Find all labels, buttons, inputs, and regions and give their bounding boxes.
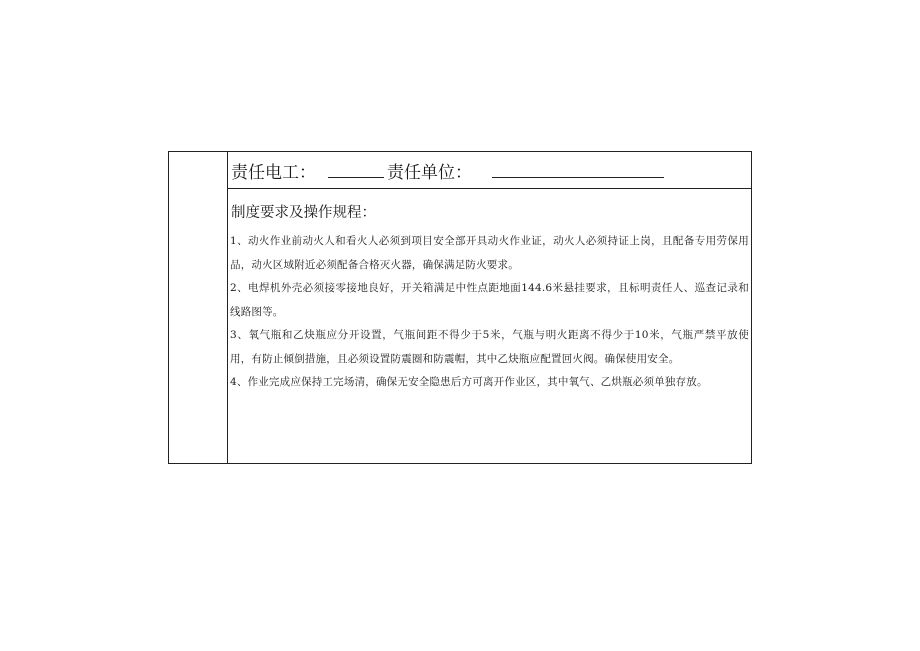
left-label-column xyxy=(169,152,228,463)
unit-label: 责任单位： xyxy=(387,162,472,183)
regulation-table xyxy=(168,151,752,464)
responsibility-row xyxy=(228,152,751,189)
rule-item-2: 2、电焊机外壳必须接零接地良好，开关箱满足中性点距地面144.6米悬挂要求，且标明责任人、巡查记录和线路图等。 xyxy=(230,282,749,318)
rule-item-4: 4、作业完成应保持工完场清，确保无安全隐患后方可离开作业区，其中氧气、乙烘瓶必须单独存放。 xyxy=(230,376,708,388)
rules-cell xyxy=(228,189,751,463)
section-title: 制度要求及操作规程： xyxy=(231,205,376,221)
electrician-blank-line xyxy=(328,163,384,178)
rule-item-1: 1、动火作业前动火人和看火人必须到项目安全部开具动火作业证，动火人必须持证上岗，且配备专用劳保用品，动火区域附近必须配备合格灭火器，确保满足防火要求。 xyxy=(230,235,749,271)
rule-item-3: 3、氧气瓶和乙炔瓶应分开设置，气瓶间距不得少于5米，气瓶与明火距离不得少于10米，气瓶严禁平放使用，有防止倾倒措施，且必须设置防震圈和防震帽，其中乙炔瓶应配置回火阀。确保使用安全。 xyxy=(230,329,749,365)
unit-blank-line xyxy=(492,163,664,178)
electrician-label: 责任电工： xyxy=(231,162,316,183)
